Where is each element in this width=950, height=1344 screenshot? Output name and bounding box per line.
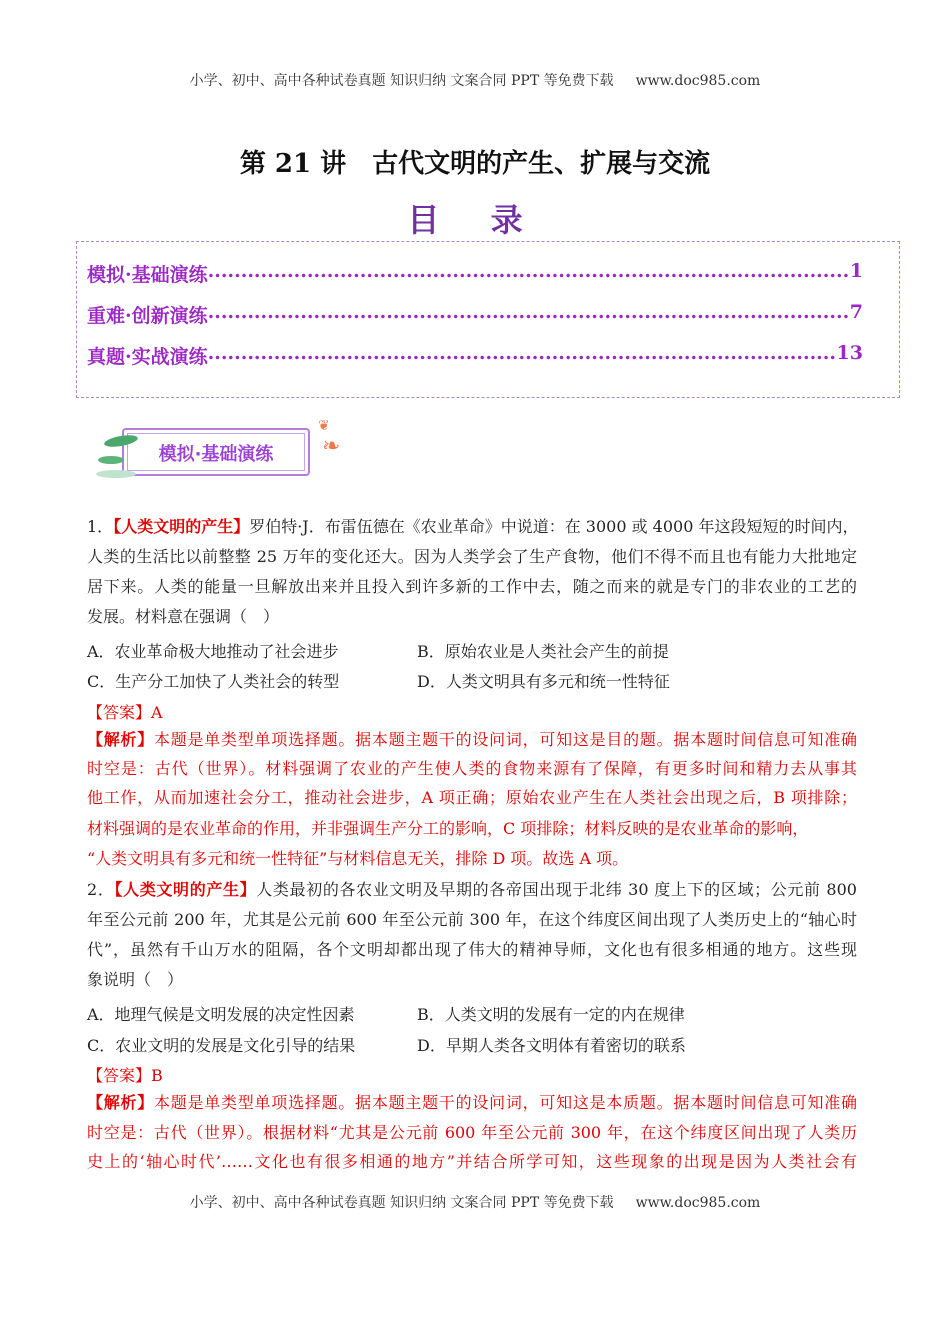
toc-label: 模拟·基础演练 [87,264,208,286]
option-d: D．人类文明具有多元和统一性特征 [417,672,670,691]
option-a: A．农业革命极大地推动了社会进步 [87,642,339,661]
lotus-leaf-icon [98,456,124,464]
water-icon [96,470,136,478]
question-1-stem [87,517,857,537]
toc-page: 7 [849,301,863,323]
stem-line: 发展。材料意在强调（ ） [87,607,280,626]
analysis-line: 史上的‘轴心时代’……文化也有很多相通的地方”并结合所学可知，这些现象的出现是因为人类社会有 [87,1152,857,1171]
stem-line: 人类最初的各农业文明及早期的各帝国出现于北纬 30 度上下的区域；公元前 800 [256,880,857,899]
fish-icon: ❦ [318,418,330,434]
toc-item[interactable] [87,342,863,369]
question-number: 2． [87,880,115,899]
analysis-text: 本题是单类型单项选择题。据本题主题干的设问词，可知这是目的题。据本题时间信息可知准确 [154,730,857,749]
question-2-stem [87,880,857,900]
toc-item[interactable] [87,301,863,328]
option-b: B．人类文明的发展有一定的内在规律 [417,1005,685,1024]
answer: 【答案】A [87,703,163,722]
table-of-contents [76,241,900,398]
footer-text: 小学、初中、高中各种试卷真题 知识归纳 文案合同 PPT 等免费下载 [189,1195,614,1211]
banner-label: 模拟·基础演练 [158,444,274,465]
stem-line: 罗伯特·J．布雷伍德在《农业革命》中说道：在 3000 或 4000 年这段短短的时间内， [249,517,859,536]
fish-icon: ❧ [322,434,341,459]
banner-frame [122,428,310,476]
stem-line: 居下来。人类的能量一旦解放出来并且投入到许多新的工作中去，随之而来的就是专门的非农业的工艺的 [87,577,857,596]
section-banner [96,418,346,480]
toc-leader [208,260,850,287]
stem-line: 代”，虽然有千山万水的阻隔，各个文明却都出现了伟大的精神导师，文化也有很多相通的地方。这些现 [87,940,857,959]
toc-title: 目 录 [407,201,543,239]
question-tag: 【人类文明的产生】 [113,517,250,536]
toc-page: 1 [849,260,863,282]
answer: 【答案】B [87,1066,163,1085]
question-tag: 【人类文明的产生】 [114,880,257,899]
analysis-line [87,730,857,750]
analysis-line: “人类文明具有多元和统一性特征”与材料信息无关，排除 D 项。故选 A 项。 [87,849,629,868]
toc-label: 真题·实战演练 [87,346,208,368]
toc-leader [208,342,837,369]
page-footer [0,1192,950,1212]
stem-line: 人类的生活比以前整整 25 万年的变化还大。因为人类学会了生产食物，他们不得不而且也有能力大批地定 [87,547,857,566]
option-c: C．农业文明的发展是文化引导的结果 [87,1036,356,1055]
analysis-text: 本题是单类型单项选择题。据本题主题干的设问词，可知这是本质题。据本题时间信息可知准确 [154,1093,857,1112]
analysis-tag: 【解析】 [87,730,155,749]
question-number: 1． [87,517,114,536]
stem-line: 象说明（ ） [87,970,184,989]
page-header [0,70,950,90]
toc-label: 重难·创新演练 [87,305,208,327]
analysis-line [87,1093,857,1113]
stem-line: 年至公元前 200 年，尤其是公元前 600 年至公元前 300 年，在这个纬度区间出现了人类历史上的“轴心时 [87,910,857,929]
analysis-tag: 【解析】 [87,1093,155,1112]
analysis-line: 材料强调的是农业革命的作用，并非强调生产分工的影响，C 项排除；材料反映的是农业革命的影响， [87,819,809,838]
option-d: D．早期人类各文明体有着密切的联系 [417,1036,686,1055]
header-url[interactable]: www.doc985.com [635,73,761,89]
header-text: 小学、初中、高中各种试卷真题 知识归纳 文案合同 PPT 等免费下载 [189,73,614,89]
analysis-line: 他工作，从而加速社会分工，推动社会进步，A 项正确；原始农业产生在人类社会出现之后，B 项排除； [87,788,857,807]
option-a: A．地理气候是文明发展的决定性因素 [87,1005,355,1024]
option-c: C．生产分工加快了人类社会的转型 [87,672,340,691]
lesson-title: 第 21 讲 古代文明的产生、扩展与交流 [239,149,711,179]
toc-page: 13 [836,342,863,364]
option-b: B．原始农业是人类社会产生的前提 [417,642,669,661]
footer-url[interactable]: www.doc985.com [635,1195,761,1211]
analysis-line: 时空是：古代（世界）。根据材料“尤其是公元前 600 年至公元前 300 年，在这个纬度区间出现了人类历 [87,1123,857,1142]
toc-leader [208,301,850,328]
analysis-line: 时空是：古代（世界）。材料强调了农业的产生使人类的食物来源有了保障，有更多时间和精力去从事其 [87,759,857,778]
toc-item[interactable] [87,260,863,287]
